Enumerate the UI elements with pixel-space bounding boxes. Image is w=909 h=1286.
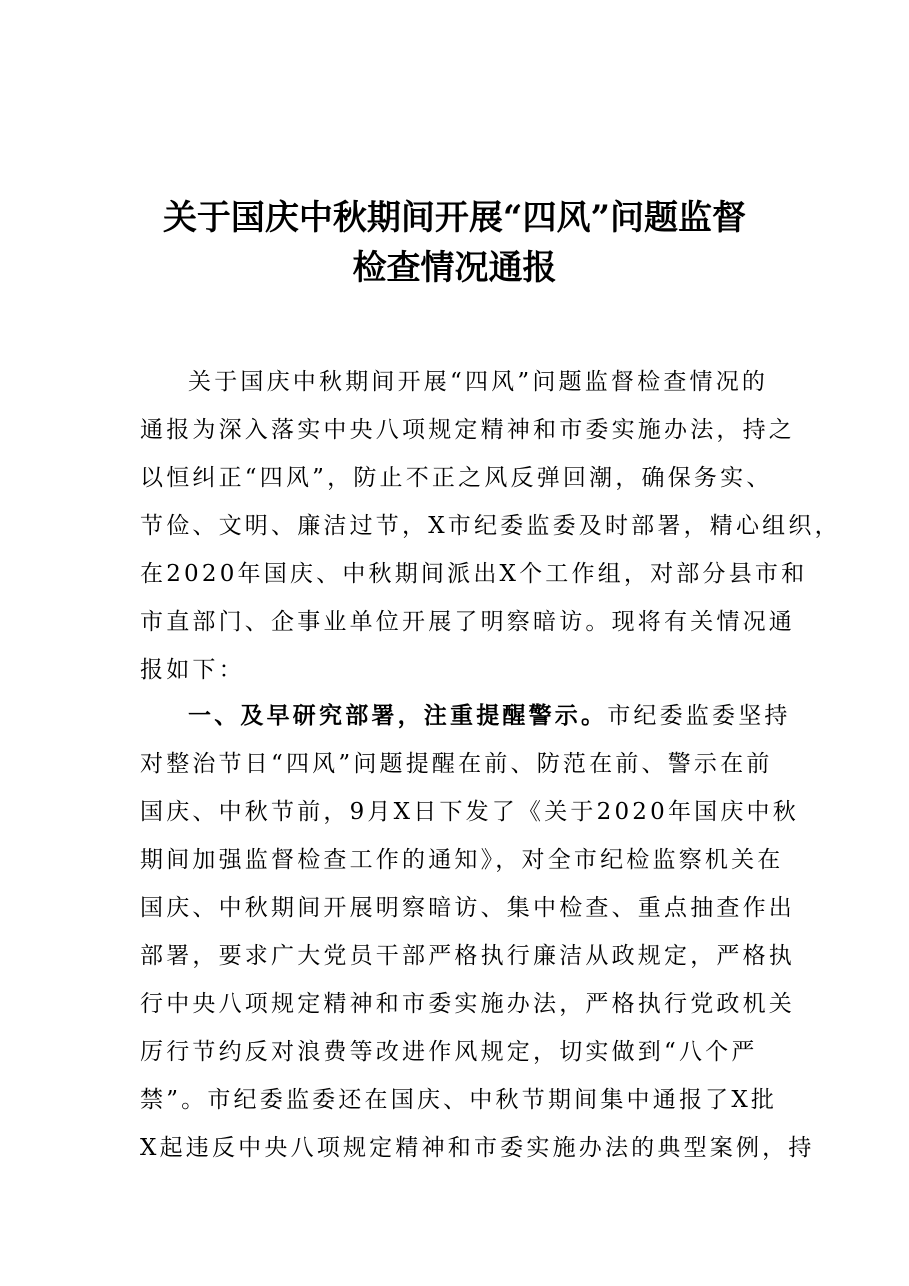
paragraph-intro-line: 节俭、文明、廉洁过节，X市纪委监委及时部署，精心组织， [140, 513, 841, 539]
document-title-line-1: 关于国庆中秋期间开展“四风”问题监督 [162, 198, 747, 238]
section-1-body-line: 部署，要求广大党员干部严格执行廉洁从政规定，严格执 [140, 943, 795, 969]
section-1-heading: 一、及早研究部署，注重提醒警示。 [188, 702, 608, 729]
paragraph-intro-line: 在2020年国庆、中秋期间派出X个工作组，对部分县市和 [140, 561, 808, 587]
section-1-first-line [188, 692, 791, 740]
section-1-body-line: 对整治节日“四风”问题提醒在前、防范在前、警示在前 [140, 751, 773, 777]
section-1-first-line-text: 市纪委监委坚持 [607, 703, 791, 729]
section-1-body-line: 国庆、中秋期间开展明察暗访、集中检查、重点抽查作出 [140, 895, 795, 921]
section-1-body-line: 禁”。市纪委监委还在国庆、中秋节期间集中通报了X批 [140, 1087, 778, 1113]
paragraph-intro-line: 以恒纠正“四风”，防止不正之风反弹回潮，确保务实、 [140, 465, 773, 491]
section-1-body-line: 期间加强监督检查工作的通知》，对全市纪检监察机关在 [140, 847, 784, 873]
paragraph-intro-line: 报如下： [140, 657, 245, 683]
paragraph-intro-line: 通报为深入落实中央八项规定精神和市委实施办法，持之 [140, 417, 795, 443]
section-1-body-line: 行中央八项规定精神和市委实施办法，严格执行党政机关 [140, 991, 795, 1017]
section-1-body-line: X起违反中央八项规定精神和市委实施办法的典型案例，持 [140, 1135, 815, 1161]
section-1-body-line: 国庆、中秋节前，9月X日下发了《关于2020年国庆中秋 [140, 799, 799, 825]
section-1-body-line: 厉行节约反对浪费等改进作风规定，切实做到“八个严 [140, 1039, 758, 1065]
paragraph-intro-line: 市直部门、企事业单位开展了明察暗访。现将有关情况通 [140, 609, 795, 635]
document-title-line-2: 检查情况通报 [352, 248, 557, 288]
paragraph-intro-line: 关于国庆中秋期间开展“四风”问题监督检查情况的 [188, 369, 769, 395]
